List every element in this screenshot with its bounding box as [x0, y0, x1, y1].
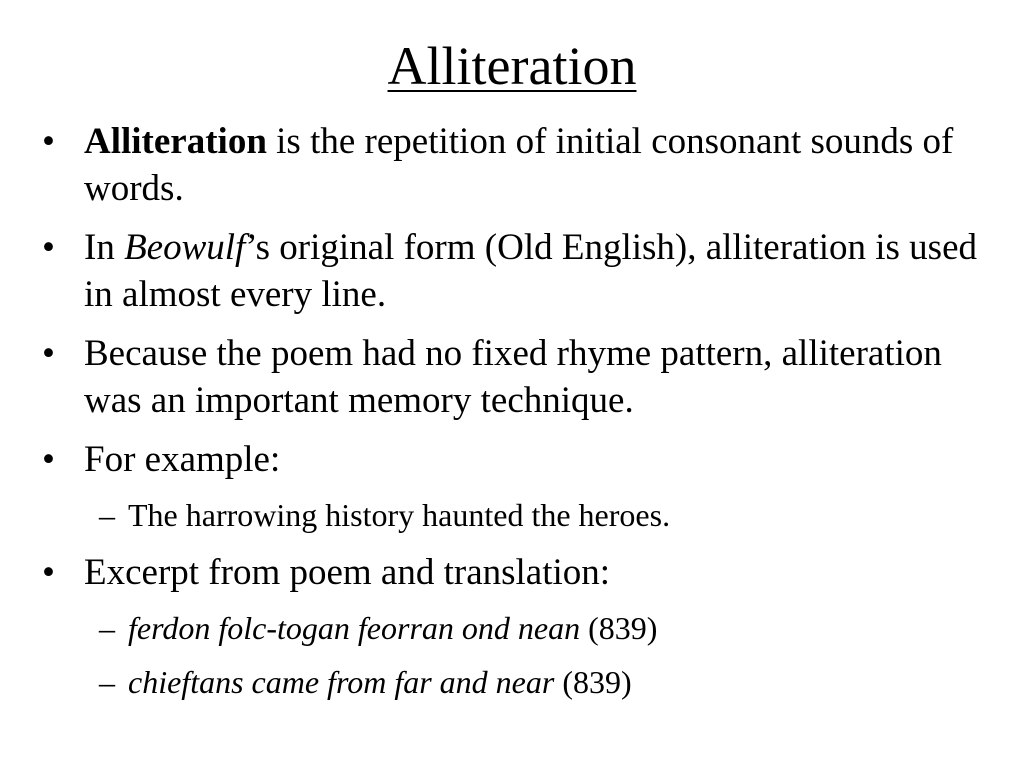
bullet-item-memory — [42, 330, 992, 424]
bullet-item-beowulf — [42, 224, 992, 318]
bullet-icon: • — [42, 333, 55, 374]
italic-line: chieftans came from far and near — [128, 664, 555, 700]
italic-title: Beowulf — [124, 227, 246, 268]
bullet-item-example — [42, 436, 992, 483]
sub-item-old-english — [42, 608, 992, 648]
bullet-text: Excerpt from poem and translation: — [84, 552, 611, 593]
bullet-item-definition — [42, 118, 992, 212]
line-number: (839) — [554, 664, 632, 700]
sub-text: The harrowing history haunted the heroes. — [128, 497, 671, 533]
bullet-icon: • — [42, 439, 55, 480]
bullet-icon: • — [42, 121, 55, 162]
italic-line: ferdon folc-togan feorran ond nean — [128, 610, 581, 646]
bullet-text: For example: — [84, 439, 281, 480]
bullet-text: is the repetition of initial consonant sounds of words. — [84, 121, 954, 209]
dash-icon: – — [99, 610, 115, 646]
bullet-text: Because the poem had no fixed rhyme pattern, alliteration was an important memory technique. — [84, 333, 942, 421]
dash-icon: – — [99, 664, 115, 700]
sub-item-example — [42, 495, 992, 535]
bullet-icon: • — [42, 227, 55, 268]
bullet-text-prefix: In — [84, 227, 125, 268]
bold-term: Alliteration — [84, 121, 267, 162]
bullet-icon: • — [42, 552, 55, 593]
bullet-list — [42, 118, 992, 716]
sub-item-translation — [42, 662, 992, 702]
slide-title: Alliteration — [387, 36, 637, 96]
dash-icon: – — [99, 497, 115, 533]
bullet-text: ’s original form (Old English), alliteration is used in almost every line. — [84, 227, 977, 315]
bullet-item-excerpt — [42, 549, 992, 596]
line-number: (839) — [580, 610, 658, 646]
